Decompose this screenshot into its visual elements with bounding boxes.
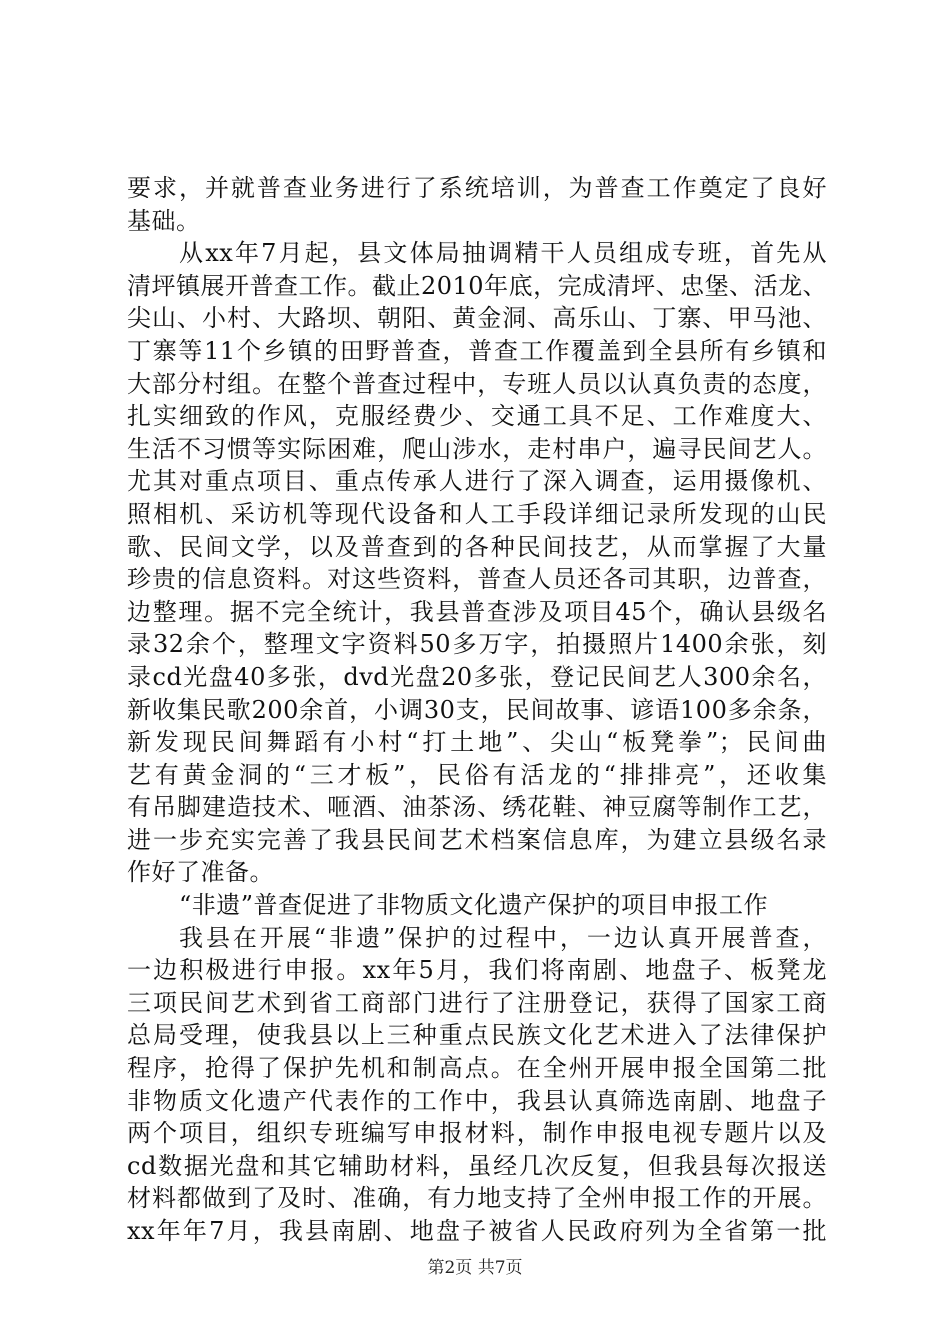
text-line: xx年年7月，我县南剧、地盘子被省人民政府列为全省第一批 (127, 1217, 827, 1245)
text-line: 歌、民间文学，以及普查到的各种民间技艺，从而掌握了大量 (127, 532, 827, 561)
text-line: 总局受理，使我县以上三种重点民族文化艺术进入了法律保护 (127, 1021, 827, 1050)
text-line: 艺有黄金洞的“三才板”，民俗有活龙的“排排亮”，还收集 (127, 760, 827, 789)
text-line: 清坪镇展开普查工作。截止2010年底，完成清坪、忠堡、活龙、 (127, 271, 828, 300)
text-line: 珍贵的信息资料。对这些资料，普查人员还各司其职，边普查， (127, 565, 827, 594)
text-line: 新收集民歌200余首，小调30支，民间故事、谚语100多余条， (127, 695, 827, 724)
text-line: 非物质文化遗产代表作的工作中，我县认真筛选南剧、地盘子 (127, 1086, 827, 1115)
text-line: 有吊脚建造技术、咂酒、油茶汤、绣花鞋、神豆腐等制作工艺， (127, 793, 827, 822)
text-line: 照相机、采访机等现代设备和人工手段详细记录所发现的山民 (127, 499, 827, 528)
text-line: 程序，抢得了保护先机和制高点。在全州开展申报全国第二批 (127, 1054, 827, 1083)
text-line: 录cd光盘40多张，dvd光盘20多张，登记民间艺人300余名， (127, 662, 827, 691)
text-line: 作好了准备。 (127, 858, 274, 887)
text-line: cd数据光盘和其它辅助材料，虽经几次反复，但我县每次报送 (127, 1151, 827, 1180)
text-line: 丁寨等11个乡镇的田野普查，普查工作覆盖到全县所有乡镇和 (127, 336, 827, 365)
text-line: 尤其对重点项目、重点传承人进行了深入调查，运用摄像机、 (127, 467, 827, 496)
text-line: 要求，并就普查业务进行了系统培训，为普查工作奠定了良好 (127, 174, 827, 202)
text-line: 大部分村组。在整个普查过程中，专班人员以认真负责的态度， (127, 369, 827, 398)
text-line: 生活不习惯等实际困难，爬山涉水，走村串户，遍寻民间艺人。 (127, 434, 827, 463)
body-text (127, 172, 827, 1248)
text-line: 从xx年7月起，县文体局抽调精干人员组成专班，首先从 (179, 239, 827, 268)
text-line: “非遗”普查促进了非物质文化遗产保护的项目申报工作 (179, 891, 769, 920)
text-line: 录32余个，整理文字资料50多万字，拍摄照片1400余张，刻 (127, 630, 827, 659)
text-line: 我县在开展“非遗”保护的过程中，一边认真开展普查， (179, 923, 827, 952)
text-line: 边整理。据不完全统计，我县普查涉及项目45个，确认县级名 (127, 597, 827, 626)
text-line: 基础。 (127, 206, 201, 235)
text-line: 一边积极进行申报。xx年5月，我们将南剧、地盘子、板凳龙 (127, 956, 827, 985)
text-line: 尖山、小村、大路坝、朝阳、黄金洞、高乐山、丁寨、甲马池、 (127, 304, 827, 333)
text-line: 扎实细致的作风，克服经费少、交通工具不足、工作难度大、 (127, 402, 827, 431)
text-line: 材料都做到了及时、准确，有力地支持了全州申报工作的开展。 (127, 1184, 827, 1213)
text-line: 两个项目，组织专班编写申报材料，制作申报电视专题片以及 (127, 1119, 827, 1148)
page-footer: 第2页 共7页 (427, 1258, 523, 1278)
text-line: 三项民间艺术到省工商部门进行了注册登记，获得了国家工商 (127, 988, 827, 1017)
text-line: 新发现民间舞蹈有小村“打土地”、尖山“板凳拳”；民间曲 (127, 728, 827, 757)
text-line: 进一步充实完善了我县民间艺术档案信息库，为建立县级名录 (127, 825, 827, 854)
